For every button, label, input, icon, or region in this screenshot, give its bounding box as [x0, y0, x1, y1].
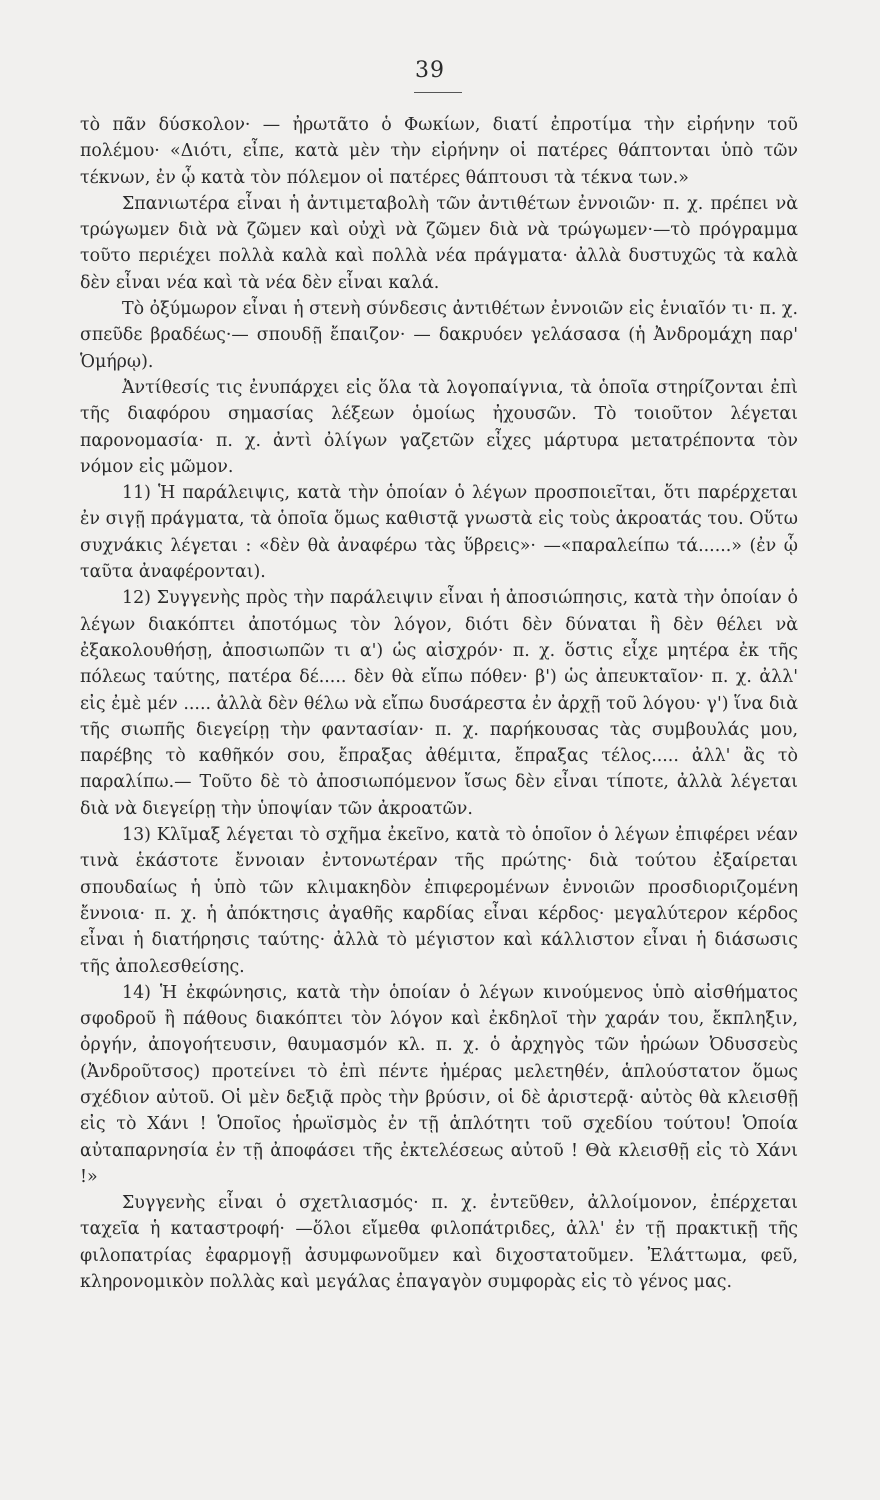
page-body: [80, 112, 798, 1295]
paragraph-13-climax: 13) Κλῖμαξ λέγεται τὸ σχῆμα ἐκεῖνο, κατὰ τὸ ὁποῖον ὁ λέγων ἐπιφέρει νέαν τινὰ ἑκάστοτε ἔννοιαν ἐντονωτέραν τῆς πρώτης· διὰ τούτου ἐξαίρεται σπουδαίως ἡ ὑπὸ τῶν κλιμακηδὸν ἐπιφερομένων ἐννοιῶν προσδιοριζομένη ἔννοια· π. χ. ἡ ἀπόκτησις ἀγαθῆς καρδίας εἶναι κέρδος· μεγαλύτερον κέρδος εἶναι ἡ διατήρησις ταύτης· ἀλλὰ τὸ μέγιστον καὶ κάλλιστον εἶναι ἡ διάσωσις τῆς ἀπολεσθείσης.: [80, 825, 798, 977]
page-number: 39: [415, 58, 445, 83]
paragraph-14-exclamation: 14) Ἡ ἐκφώνησις, κατὰ τὴν ὁποίαν ὁ λέγων κινούμενος ὑπὸ αἰσθήματος σφοδροῦ ἢ πάθους διακόπτει τὸν λόγον καὶ ἐκδηλοῖ τὴν χαράν του, ἔκπληξιν, ὀργήν, ἀπογοήτευσιν, θαυμασμόν κλ. π. χ. ὁ ἀρχηγὸς τῶν ἡρώων Ὀδυσσεὺς (Ἀνδροῦτσος) προτείνει τὸ ἐπὶ πέντε ἡμέρας μελετηθέν, ἁπλούστατον ὅμως σχέδιον αὐτοῦ. Οἱ μὲν δεξιᾷ πρὸς τὴν βρύσιν, οἱ δὲ ἀριστερᾷ· αὐτὸς θὰ κλεισθῇ εἰς τὸ Χάνι ! Ὁποῖος ἡρωϊσμὸς ἐν τῇ ἁπλότητι τοῦ σχεδίου τούτου! Ὁποία αὐταπαρνησία ἐν τῇ ἀποφάσει τῆς ἐκτελέσεως αὐτοῦ ! Θὰ κλεισθῇ εἰς τὸ Χάνι !»: [80, 982, 798, 1187]
paragraph-antimetabole: Σπανιωτέρα εἶναι ἡ ἀντιμεταβολὴ τῶν ἀντιθέτων ἐννοιῶν· π. χ. πρέπει νὰ τρώγωμεν διὰ νὰ ζῶμεν καὶ οὐχὶ νὰ ζῶμεν διὰ νὰ τρώγωμεν·—τὸ πρόγραμμα τοῦτο περιέχει πολλὰ καλὰ καὶ πολλὰ νέα πράγματα· ἀλλὰ δυστυχῶς τὰ καλὰ δὲν εἶναι νέα καὶ τὰ νέα δὲν εἶναι καλά.: [80, 193, 798, 293]
paragraph-11-paraleipsis: 11) Ἡ παράλειψις, κατὰ τὴν ὁποίαν ὁ λέγων προσποιεῖται, ὅτι παρέρχεται ἐν σιγῇ πράγματα, τὰ ὁποῖα ὅμως καθιστᾷ γνωστὰ εἰς τοὺς ἀκροατάς του. Οὕτω συχνάκις λέγεται : «δὲν θὰ ἀναφέρω τὰς ὕβρεις»· —«παραλείπω τά......» (ἐν ᾧ ταῦτα ἀναφέρονται).: [80, 483, 798, 583]
paragraph-12-aposiopesis: 12) Συγγενὴς πρὸς τὴν παράλειψιν εἶναι ἡ ἀποσιώπησις, κατὰ τὴν ὁποίαν ὁ λέγων διακόπτει ἀποτόμως τὸν λόγον, διότι δὲν δύναται ἢ δὲν θέλει νὰ ἐξακολουθήσῃ, ἀποσιωπῶν τι α') ὡς αἰσχρόν· π. χ. ὅστις εἶχε μητέρα ἐκ τῆς πόλεως ταύτης, πατέρα δέ..... δὲν θὰ εἴπω πόθεν· β') ὡς ἀπευκταῖον· π. χ. ἀλλ' εἰς ἐμὲ μέν ..... ἀλλὰ δὲν θέλω νὰ εἴπω δυσάρεστα ἐν ἀρχῇ τοῦ λόγου· γ') ἵνα διὰ τῆς σιωπῆς διεγείρῃ τὴν φαντασίαν· π. χ. παρήκουσας τὰς συμβουλάς μου, παρέβης τὸ καθῆκόν σου, ἔπραξας ἀθέμιτα, ἔπραξας τέλος..... ἀλλ' ἂς τὸ παραλίπω.— Τοῦτο δὲ τὸ ἀποσιωπόμενον ἴσως δὲν εἶναι τίποτε, ἀλλὰ λέγεται διὰ νὰ διεγείρῃ τὴν ὑποψίαν τῶν ἀκροατῶν.: [80, 588, 798, 819]
paragraph-oxymoron: Τὸ ὀξύμωρον εἶναι ἡ στενὴ σύνδεσις ἀντιθέτων ἐννοιῶν εἰς ἑνιαῖόν τι· π. χ. σπεῦδε βραδέως·— σπουδῇ ἔπαιζον· — δακρυόεν γελάσασα (ἡ Ἀνδρομάχη παρ' Ὁμήρῳ).: [80, 299, 798, 372]
paragraph-continuation: τὸ πᾶν δύσκολον· — ἠρωτᾶτο ὁ Φωκίων, διατί ἐπροτίμα τὴν εἰρήνην τοῦ πολέμου· «Διότι, εἶπε, κατὰ μὲν τὴν εἰρήνην οἱ πατέρες θάπτονται ὑπὸ τῶν τέκνων, ἐν ᾧ κατὰ τὸν πόλεμον οἱ πατέρες θάπτουσι τὰ τέκνα των.»: [80, 115, 798, 188]
page-number-rule: [414, 92, 462, 93]
paragraph-schetliasmos: Συγγενὴς εἶναι ὁ σχετλιασμός· π. χ. ἐντεῦθεν, ἀλλοίμονον, ἐπέρχεται ταχεῖα ἡ καταστροφή· —ὅλοι εἴμεθα φιλοπάτριδες, ἀλλ' ἐν τῇ πρακτικῇ τῆς φιλοπατρίας ἐφαρμογῇ ἀσυμφωνοῦμεν καὶ διχοστατοῦμεν. Ἐλάττωμα, φεῦ, κληρονομικὸν πολλὰς καὶ μεγάλας ἐπαγαγὸν συμφορὰς εἰς τὸ γένος μας.: [80, 1193, 798, 1293]
paragraph-paronomasia: Ἀντίθεσίς τις ἐνυπάρχει εἰς ὅλα τὰ λογοπαίγνια, τὰ ὁποῖα στηρίζονται ἐπὶ τῆς διαφόρου σημασίας λέξεων ὁμοίως ἠχουσῶν. Τὸ τοιοῦτον λέγεται παρονομασία· π. χ. ἀντὶ ὀλίγων γαζετῶν εἶχες μάρτυρα μετατρέποντα τὸν νόμον εἰς μῶμον.: [80, 377, 798, 477]
